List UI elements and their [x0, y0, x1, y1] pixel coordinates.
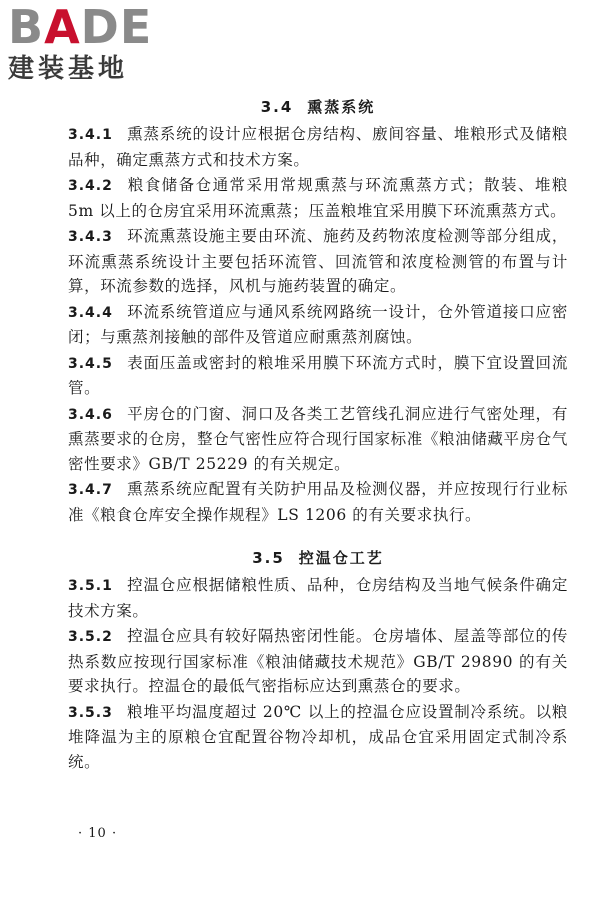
- clause-text: 粮食储备仓通常采用常规熏蒸与环流熏蒸方式；散装、堆粮 5m 以上的仓房宜采用环流熏蒸；压盖粮堆宜采用膜下环流熏蒸方式。: [68, 176, 568, 220]
- document-body: [68, 92, 568, 774]
- clause-text: 环流熏蒸设施主要由环流、施药及药物浓度检测等部分组成，环流熏蒸系统设计主要包括环流管、回流管和浓度检测管的布置与计算，环流参数的选择，风机与施药装置的确定。: [68, 227, 568, 295]
- clause-number: 3.5.3: [68, 704, 113, 721]
- clause-text: 粮堆平均温度超过 20℃ 以上的控温仓应设置制冷系统。以粮堆降温为主的原粮仓宜配置谷物冷却机，成品仓宜采用固定式制冷系统。: [68, 702, 568, 771]
- clause-text: 控温仓应根据储粮性质、品种，仓房结构及当地气候条件确定技术方案。: [68, 576, 568, 620]
- section-number: 3.5: [252, 549, 285, 567]
- logo-subtitle: 建装基地: [8, 54, 129, 84]
- clause-text: 熏蒸系统的设计应根据仓房结构、廒间容量、堆粮形式及储粮品种，确定熏蒸方式和技术方案。: [68, 125, 568, 169]
- clause-text: 表面压盖或密封的粮堆采用膜下环流方式时，膜下宜设置回流管。: [68, 353, 568, 397]
- clause-number: 3.4.3: [68, 229, 113, 245]
- clause-number: 3.4.2: [68, 178, 113, 194]
- page-number: · 10 ·: [78, 826, 118, 841]
- clause-text: 熏蒸系统应配置有关防护用品及检测仪器，并应按现行行业标准《粮食仓库安全操作规程》LS 1206 的有关要求执行。: [68, 480, 568, 524]
- clause-number: 3.4.1: [68, 127, 113, 143]
- clause: [68, 173, 568, 223]
- clause-number: 3.5.1: [68, 578, 113, 594]
- clause: [68, 700, 568, 775]
- clause-number: 3.4.4: [68, 304, 113, 321]
- clause: [68, 300, 568, 350]
- logo-letter-b: B: [8, 0, 45, 54]
- clause: [68, 624, 568, 699]
- clause-number: 3.5.2: [68, 629, 113, 645]
- logo-letter-a: A: [44, 0, 81, 54]
- section-title: 控温仓工艺: [298, 549, 384, 567]
- logo: [8, 0, 178, 84]
- clause-number: 3.4.7: [68, 482, 113, 498]
- clause-number: 3.4.5: [68, 355, 113, 372]
- section-spacer: [68, 527, 568, 543]
- clause: [68, 351, 568, 401]
- clause: [68, 477, 568, 527]
- clause: [68, 224, 568, 299]
- clause-text: 环流系统管道应与通风系统网路统一设计，仓外管道接口应密闭；与熏蒸剂接触的部件及管道应耐熏蒸剂腐蚀。: [68, 302, 568, 346]
- logo-wordmark: [8, 0, 178, 54]
- clause-number: 3.4.6: [68, 406, 113, 423]
- clause: [68, 402, 568, 477]
- logo-letters-de: DE: [80, 0, 153, 54]
- clause-text: 平房仓的门窗、洞口及各类工艺管线孔洞应进行气密处理，有熏蒸要求的仓房，整仓气密性应符合现行国家标准《粮油储藏平房仓气密性要求》GB/T 25229 的有关规定。: [68, 404, 568, 473]
- clause-text: 控温仓应具有较好隔热密闭性能。仓房墙体、屋盖等部位的传热系数应按现行国家标准《粮油储藏技术规范》GB/T 29890 的有关要求执行。控温仓的最低气密指标应达到熏蒸仓的要求。: [68, 627, 568, 695]
- section-heading: [68, 92, 568, 122]
- clause: [68, 122, 568, 172]
- section-number: 3.4: [260, 98, 294, 116]
- clause: [68, 573, 568, 623]
- section-title: 熏蒸系统: [307, 98, 376, 116]
- section-heading: [68, 543, 568, 573]
